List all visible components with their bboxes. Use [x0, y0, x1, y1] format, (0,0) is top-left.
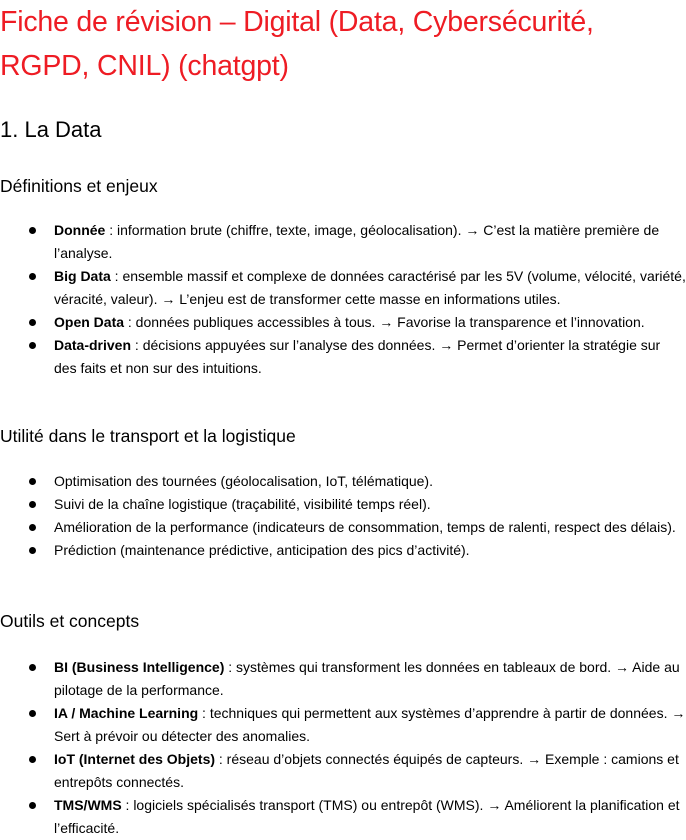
list-item-text: Suivi de la chaîne logistique (traçabilité, visibilité temps réel). — [54, 496, 431, 512]
bullet-icon — [29, 478, 36, 485]
definition: : systèmes qui transforment les données en tableaux de bord. → Aide au pilotage de la performance. — [54, 659, 680, 698]
definition: : techniques qui permettent aux systèmes d’apprendre à partir de données. → Sert à prévoir ou détecter des anomalies. — [54, 705, 686, 744]
term: BI (Business Intelligence) — [54, 659, 225, 675]
term: Big Data — [54, 268, 111, 284]
bullet-icon — [29, 227, 36, 234]
subsection-heading-definitions: Définitions et enjeux — [0, 176, 158, 196]
subsection-heading-outils: Outils et concepts — [0, 611, 140, 631]
definition: : information brute (chiffre, texte, image, géolocalisation). → C’est la matière première de l’analyse. — [54, 222, 660, 261]
definition: : ensemble massif et complexe de données caractérisé par les 5V (volume, vélocité, variété, véracité, valeur). → L’enjeu est de transformer cette masse en informations utiles. — [54, 268, 686, 307]
list-item — [0, 748, 686, 794]
definition: : données publiques accessibles à tous. → Favorise la transparence et l’innovation. — [124, 314, 645, 330]
bullet-icon — [29, 710, 36, 717]
bullet-icon — [29, 524, 36, 531]
term: Donnée — [54, 222, 106, 238]
bullet-icon — [29, 273, 36, 280]
list-item — [0, 539, 686, 562]
bullet-icon — [29, 547, 36, 554]
term: Open Data — [54, 314, 125, 330]
list-item — [0, 656, 686, 702]
tools-list — [0, 656, 686, 840]
document-title: Fiche de révision – Digital (Data, Cybersécurité, RGPD, CNIL) (chatgpt) — [0, 6, 594, 82]
list-item — [0, 516, 686, 539]
bullet-icon — [29, 756, 36, 763]
bullet-icon — [29, 802, 36, 809]
section-heading-la-data: 1. La Data — [0, 117, 102, 142]
list-item — [0, 265, 686, 311]
list-item — [0, 334, 686, 380]
list-item — [0, 219, 686, 265]
list-item-text: Amélioration de la performance (indicateurs de consommation, temps de ralenti, respect des délais). — [54, 519, 676, 535]
definition: : réseau d’objets connectés équipés de capteurs. → Exemple : camions et entrepôts connectés. — [54, 751, 679, 790]
list-item — [0, 493, 686, 516]
bullet-icon — [29, 501, 36, 508]
list-item-text: Optimisation des tournées (géolocalisation, IoT, télématique). — [54, 473, 433, 489]
bullet-icon — [29, 664, 36, 671]
list-item-text: Prédiction (maintenance prédictive, anticipation des pics d’activité). — [54, 542, 470, 558]
term: IA / Machine Learning — [54, 705, 199, 721]
definitions-list — [0, 219, 686, 380]
list-item — [0, 311, 686, 334]
term: Data-driven — [54, 337, 132, 353]
term: IoT (Internet des Objets) — [54, 751, 216, 767]
definition: : logiciels spécialisés transport (TMS) ou entrepôt (WMS). → Améliorent la planification et l’efficacité. — [54, 797, 680, 836]
definition: : décisions appuyées sur l’analyse des données. → Permet d’orienter la stratégie sur des faits et non sur des intuitions. — [54, 337, 661, 376]
utility-list — [0, 470, 686, 562]
list-item — [0, 794, 686, 840]
subsection-heading-utilite: Utilité dans le transport et la logistique — [0, 426, 296, 446]
list-item — [0, 470, 686, 493]
bullet-icon — [29, 342, 36, 349]
term: TMS/WMS — [54, 797, 122, 813]
list-item — [0, 702, 686, 748]
bullet-icon — [29, 319, 36, 326]
